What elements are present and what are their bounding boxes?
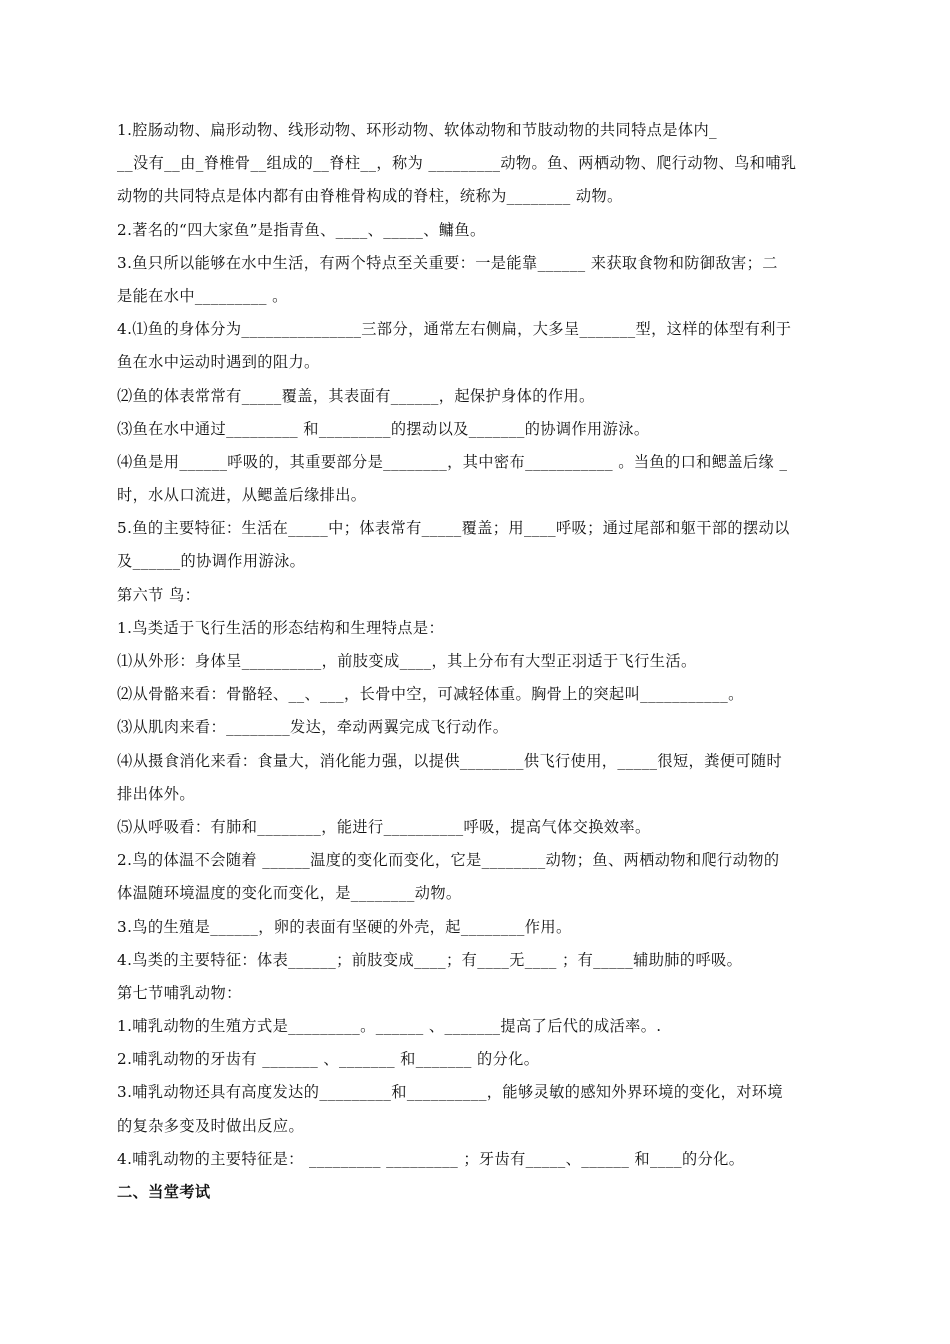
line-29: 2.哺乳动物的牙齿有 _______ 、_______ 和_______ 的分化。 — [117, 1050, 540, 1069]
line-3: 动物的共同特点是体内都有由脊椎骨构成的脊柱，统称为________ 动物。 — [117, 187, 623, 206]
line-7: 4.⑴鱼的身体分为_______________三部分，通常左右侧扁，大多呈_______型，这样的体型有利于 — [117, 320, 792, 339]
line-14: 及______的协调作用游泳。 — [117, 552, 306, 571]
line-8: 鱼在水中运动时遇到的阻力。 — [117, 353, 320, 372]
line-18: ⑵从骨骼来看：骨骼轻、__、___，长骨中空，可减轻体重。胸骨上的突起叫___________。 — [117, 685, 744, 704]
line-31: 的复杂多变及时做出反应。 — [117, 1116, 305, 1135]
line-25: 3.鸟的生殖是______，卵的表面有坚硬的外壳，起________作用。 — [117, 917, 572, 936]
line-13: 5.鱼的主要特征：生活在_____中；体表常有_____覆盖；用____呼吸；通过尾部和躯干部的摆动以 — [117, 519, 790, 538]
line-24: 体温随环境温度的变化而变化，是________动物。 — [117, 884, 462, 903]
section-heading-quiz: 二、当堂考试 — [117, 1183, 211, 1201]
line-4: 2.著名的“四大家鱼”是指青鱼、____、_____、鳙鱼。 — [117, 220, 486, 239]
line-32: 4.哺乳动物的主要特征是： _________ _________ ；牙齿有_____、______ 和____的分化。 — [117, 1149, 745, 1168]
line-28: 1.哺乳动物的生殖方式是_________。______ 、_______提高了后代的成活率。. — [117, 1017, 662, 1036]
line-21: 排出体外。 — [117, 784, 195, 803]
line-6: 是能在水中_________ 。 — [117, 286, 288, 305]
line-12: 时，水从口流进，从鳃盖后缘排出。 — [117, 486, 367, 505]
line-22: ⑸从呼吸看：有肺和________，能进行__________呼吸，提高气体交换效率。 — [117, 817, 651, 836]
section-heading-birds: 第六节 鸟： — [117, 585, 201, 604]
line-20: ⑷从摄食消化来看：食量大，消化能力强，以提供________供飞行使用，_____很短，粪便可随时 — [117, 751, 783, 770]
line-10: ⑶鱼在水中通过_________ 和_________的摆动以及_______的协调作用游泳。 — [117, 419, 650, 438]
line-1: 1.腔肠动物、扁形动物、线形动物、环形动物、软体动物和节肢动物的共同特点是体内_ — [117, 121, 718, 139]
line-17: ⑴从外形：身体呈__________，前肢变成____，其上分布有大型正羽适于飞行生活。 — [117, 652, 697, 670]
line-2: __没有__由_脊椎骨__组成的__脊柱__，称为 _________动物。鱼、两栖动物、爬行动物、鸟和哺乳 — [117, 154, 797, 173]
line-26: 4.鸟类的主要特征：体表______；前肢变成____；有____无____ ；有_____辅助肺的呼吸。 — [117, 950, 743, 969]
line-19: ⑶从肌肉来看：________发达，牵动两翼完成飞行动作。 — [117, 718, 509, 737]
line-11: ⑷鱼是用______呼吸的，其重要部分是________，其中密布___________ 。当鱼的口和鳃盖后缘 _ — [117, 452, 788, 471]
worksheet-body — [117, 114, 839, 1209]
section-heading-mammals: 第七节哺乳动物： — [117, 983, 242, 1002]
line-16: 1.鸟类适于飞行生活的形态结构和生理特点是： — [117, 618, 445, 637]
line-5: 3.鱼只所以能够在水中生活，有两个特点至关重要：一是能靠______ 来获取食物和防御敌害；二 — [117, 253, 778, 272]
line-9: ⑵鱼的体表常常有_____覆盖，其表面有______，起保护身体的作用。 — [117, 386, 595, 405]
line-23: 2.鸟的体温不会随着 ______温度的变化而变化，它是________动物；鱼、两栖动物和爬行动物的 — [117, 851, 780, 870]
line-30: 3.哺乳动物还具有高度发达的_________和__________，能够灵敏的感知外界环境的变化，对环境 — [117, 1083, 783, 1102]
